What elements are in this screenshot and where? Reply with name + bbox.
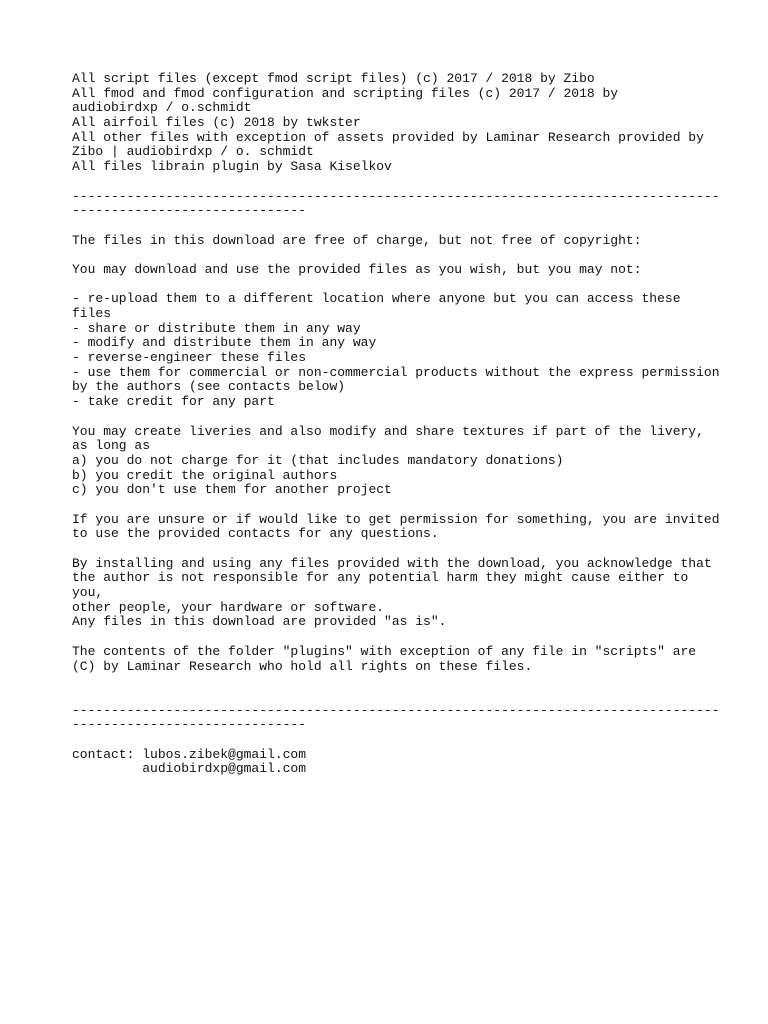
text-line: - reverse-engineer these files — [72, 350, 307, 366]
blank-line — [72, 175, 712, 190]
blank-line — [72, 498, 712, 513]
text-line: Zibo | audiobirdxp / o. schmidt — [72, 144, 314, 160]
blank-line — [72, 733, 712, 748]
text-line: (C) by Laminar Research who hold all rights on these files. — [72, 658, 533, 674]
text-line: - use them for commercial or non-commercial products without the express permission — [72, 364, 720, 380]
text-line: the author is not responsible for any potential harm they might cause either to — [72, 570, 689, 586]
blank-line — [72, 248, 712, 263]
blank-line — [72, 542, 712, 557]
text-line: - modify and distribute them in any way — [72, 335, 377, 351]
text-line: b) you credit the original authors — [72, 467, 338, 483]
text-line: a) you do not charge for it (that includes mandatory donations) — [72, 452, 564, 468]
blank-line — [72, 630, 712, 645]
text-line: The contents of the folder "plugins" with exception of any file in "scripts" are — [72, 643, 697, 659]
separator-line: ------------------------------ — [72, 203, 307, 219]
blank-line — [72, 219, 712, 234]
text-line: All script files (except fmod script files) (c) 2017 / 2018 by Zibo — [72, 71, 595, 86]
text-line: All other files with exception of assets provided by Laminar Research provided by — [72, 129, 704, 145]
contact-line: contact: lubos.zibek@gmail.com — [72, 746, 307, 762]
contact-line: audiobirdxp@gmail.com — [72, 761, 307, 777]
separator-line: ------------------------------ — [72, 717, 307, 733]
text-line: c) you don't use them for another project — [72, 482, 392, 498]
text-line: - take credit for any part — [72, 394, 275, 410]
text-line: other people, your hardware or software. — [72, 599, 385, 615]
document-page — [72, 71, 720, 777]
text-line: If you are unsure or if would like to get permission for something, you are invited — [72, 511, 720, 527]
text-line: audiobirdxp / o.schmidt — [72, 100, 252, 116]
text-line: - re-upload them to a different location where anyone but you can access these — [72, 291, 681, 307]
text-line: Any files in this download are provided "as is". — [72, 614, 447, 630]
text-line: By installing and using any files provided with the download, you acknowledge that — [72, 555, 712, 571]
separator-line: ----------------------------------------------------------------------------------- — [72, 188, 720, 204]
blank-line — [72, 674, 712, 689]
blank-line — [72, 278, 712, 293]
text-line: by the authors (see contacts below) — [72, 379, 346, 395]
separator-line: ----------------------------------------------------------------------------------- — [72, 702, 720, 718]
text-line: files — [72, 306, 112, 321]
text-line: All airfoil files (c) 2018 by twkster — [72, 115, 361, 131]
text-line: All fmod and fmod configuration and scripting files (c) 2017 / 2018 by — [72, 85, 619, 101]
blank-line — [72, 410, 712, 425]
blank-line — [72, 689, 712, 704]
text-line: You may download and use the provided files as you wish, but you may not: — [72, 261, 642, 277]
text-line: - share or distribute them in any way — [72, 320, 361, 336]
text-line: All files librain plugin by Sasa Kiselkov — [72, 159, 392, 175]
text-line: You may create liveries and also modify and share textures if part of the livery, — [72, 423, 704, 439]
text-line: as long as — [72, 438, 151, 454]
text-line: The files in this download are free of charge, but not free of copyright: — [72, 232, 642, 248]
text-line: to use the provided contacts for any questions. — [72, 526, 439, 542]
text-line: you, — [72, 585, 104, 601]
